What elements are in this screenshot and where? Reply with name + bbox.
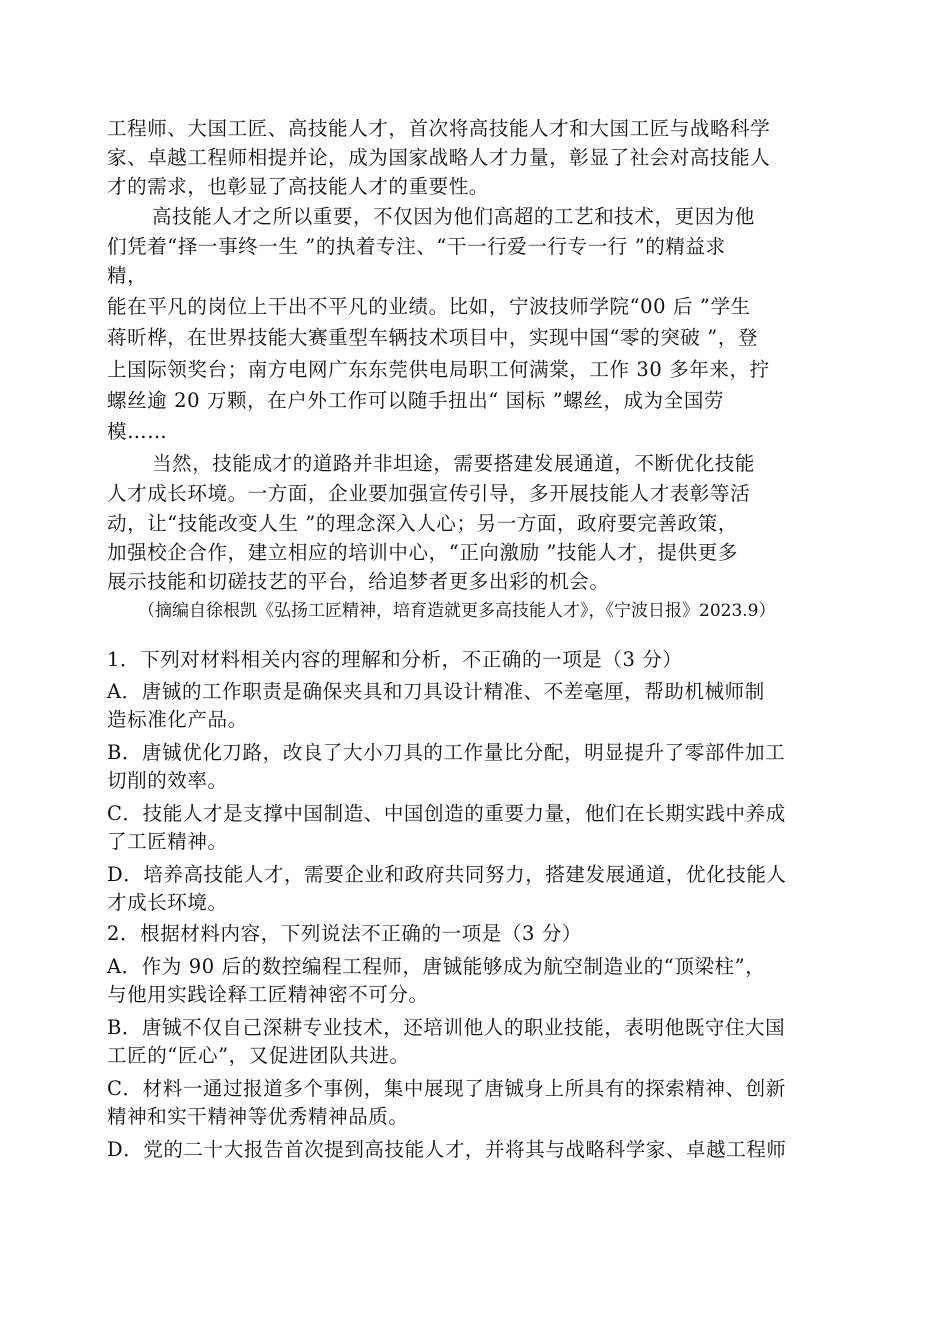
passage-p2-line-3: 精，: [107, 264, 148, 287]
question-2-option-b-line-1: B．唐铖不仅自己深耕专业技术，还培训他人的职业技能，表明他既守住大国: [107, 1016, 786, 1039]
passage-p1-line-1: 工程师、大国工匠、高技能人才，首次将高技能人才和大国工匠与战略科学: [107, 117, 771, 140]
question-2-option-c-line-1: C．材料一通过报道多个事例，集中展现了唐铖身上所具有的探索精神、创新: [107, 1077, 786, 1100]
passage-p2-line-8: 模……: [107, 420, 168, 443]
passage-p3-line-3: 动，让“技能改变人生 ”的理念深入人心；另一方面，政府要完善政策，: [107, 512, 738, 535]
question-1-option-c-line-1: C．技能人才是支撑中国制造、中国创造的重要力量，他们在长期实践中养成: [107, 802, 786, 825]
question-1-option-d-line-2: 才成长环境。: [107, 891, 228, 914]
passage-p3-line-4: 加强校企合作，建立相应的培训中心，“正向激励 ”技能人才，提供更多: [107, 541, 738, 564]
passage-p2-line-7: 螺丝逾 20 万颗，在户外工作可以随手扭出“ 国标 ”螺丝，成为全国劳: [107, 389, 725, 412]
question-1-option-b-line-1: B．唐铖优化刀路，改良了大小刀具的工作量比分配，明显提升了零部件加工: [107, 741, 786, 764]
question-1-option-c-line-2: 了工匠精神。: [107, 830, 228, 853]
question-2-option-a-line-2: 与他用实践诠释工匠精神密不可分。: [107, 983, 429, 1006]
question-2-option-d-line-1: D．党的二十大报告首次提到高技能人才，并将其与战略科学家、卓越工程师: [107, 1138, 787, 1161]
question-2-option-b-line-2: 工匠的“匠心”，又促进团队共进。: [107, 1044, 410, 1067]
question-2-option-a-line-1: A．作为 90 后的数控编程工程师，唐铖能够成为航空制造业的“顶梁柱”，: [107, 955, 766, 978]
passage-p1-line-2: 家、卓越工程师相提并论，成为国家战略人才力量，彰显了社会对高技能人: [107, 146, 771, 169]
question-1-option-a-line-1: A．唐铖的工作职责是确保夹具和刀具设计精准、不差毫厘，帮助机械师制: [107, 680, 765, 703]
question-1-option-a-line-2: 造标准化产品。: [107, 708, 248, 731]
question-2-option-c-line-2: 精神和实干精神等优秀精神品质。: [107, 1105, 409, 1128]
passage-p2-line-1: 高技能人才之所以重要，不仅因为他们高超的工艺和技术，更因为他: [152, 205, 756, 228]
passage-p3-line-5: 展示技能和切磋技艺的平台，给追梦者更多出彩的机会。: [107, 570, 610, 593]
passage-p2-line-4: 能在平凡的岗位上干出不平凡的业绩。比如，宁波技师学院“00 后 ”学生: [107, 295, 751, 318]
question-1-option-d-line-1: D．培养高技能人才，需要企业和政府共同努力，搭建发展通道，优化技能人: [107, 863, 787, 886]
question-2-stem: 2．根据材料内容，下列说法不正确的一项是（3 分）: [107, 922, 583, 945]
passage-p3-line-2: 人才成长环境。一方面，企业要加强宣传引导，多开展技能人才表彰等活: [107, 482, 751, 505]
passage-p1-line-3: 才的需求，也彰显了高技能人才的重要性。: [107, 175, 489, 198]
passage-p2-line-6: 上国际领奖台；南方电网广东东莞供电局职工何满棠，工作 30 多年来，拧: [107, 358, 770, 381]
passage-p2-line-5: 蒋昕桦，在世界技能大赛重型车辆技术项目中，实现中国“零的突破 ”，登: [107, 326, 759, 349]
passage-p3-line-1: 当然，技能成才的道路并非坦途，需要搭建发展通道，不断优化技能: [152, 452, 756, 475]
passage-p2-line-2: 们凭着“择一事终一生 ”的执着专注、“干一行爱一行专一行 ”的精益求: [107, 235, 726, 258]
question-1-stem: 1．下列对材料相关内容的理解和分析，不正确的一项是（3 分）: [107, 648, 683, 671]
passage-source: （摘编自徐根凯《弘扬工匠精神，培育造就更多高技能人才》，《宁波日报》2023.9）: [138, 601, 776, 621]
question-1-option-b-line-2: 切削的效率。: [107, 769, 228, 792]
